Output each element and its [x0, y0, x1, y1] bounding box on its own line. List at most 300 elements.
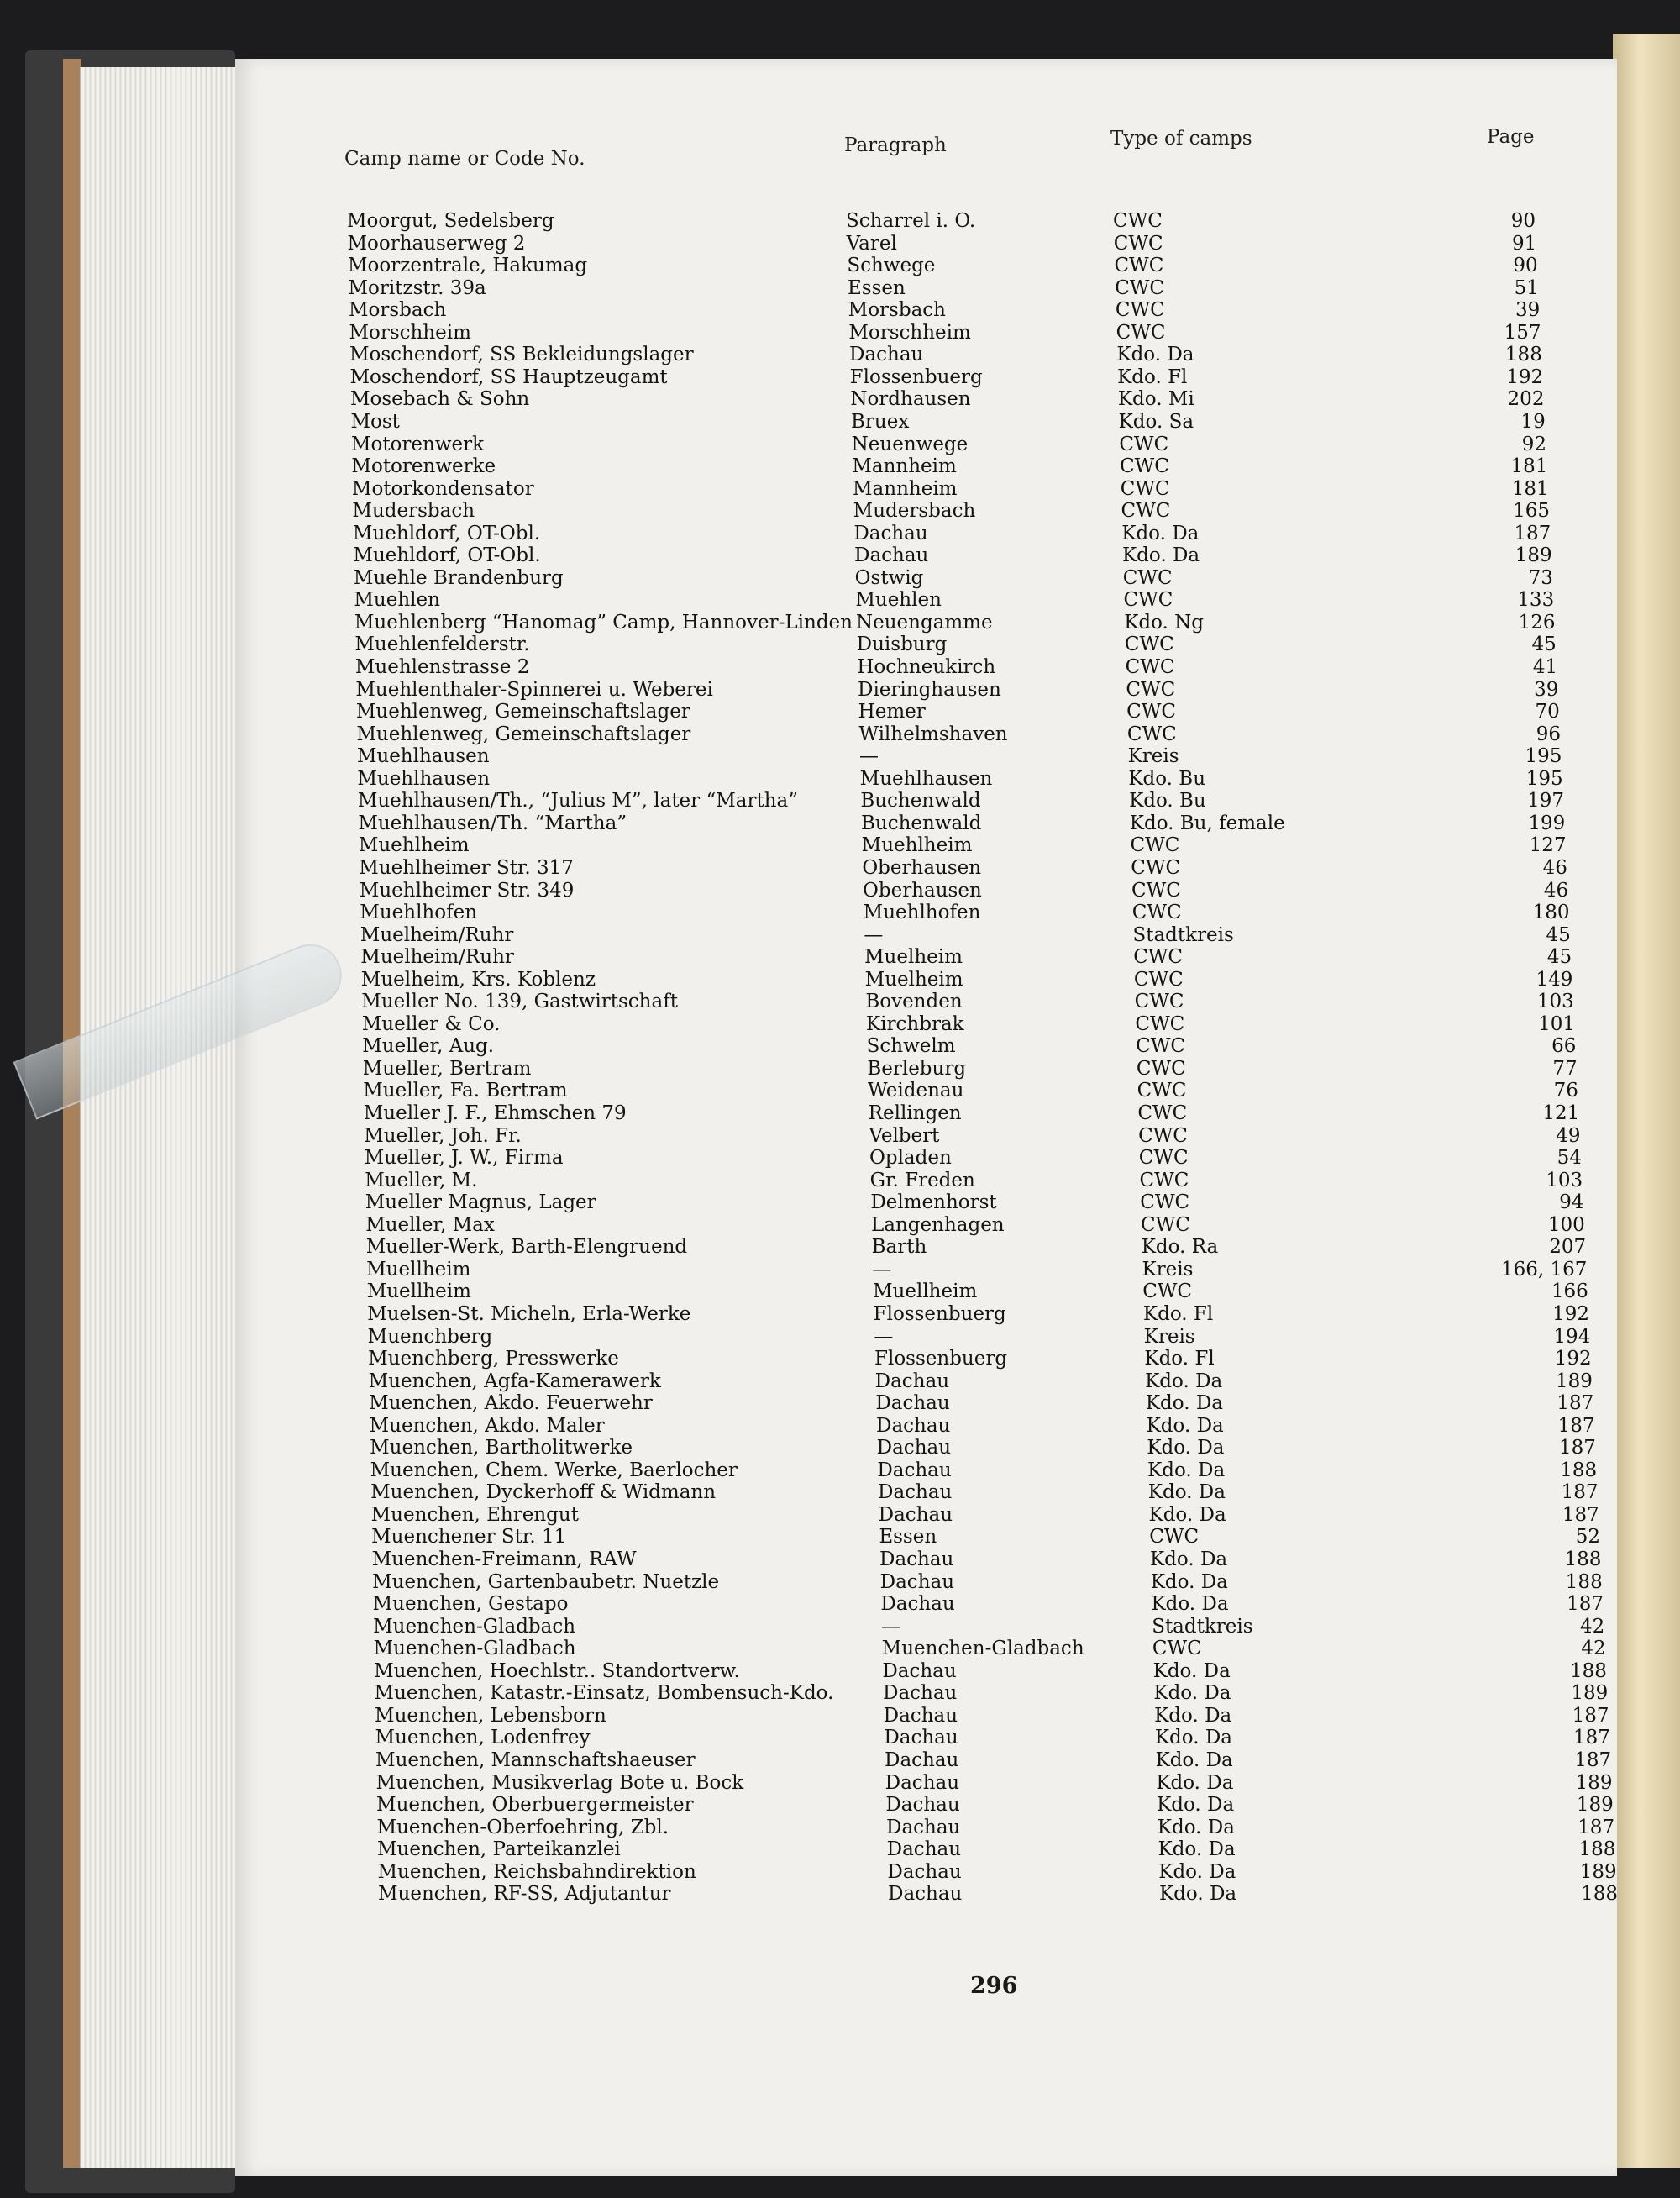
- paragraph-cell: Barth: [871, 1236, 927, 1259]
- table-row: [0, 1102, 1680, 1124]
- table-row: [0, 1326, 1680, 1348]
- page-ref-cell: 77: [1552, 1057, 1578, 1080]
- camp-type-cell: CWC: [1140, 1191, 1190, 1214]
- paragraph-cell: Neuengamme: [856, 611, 993, 634]
- camp-name-cell: Muehlhausen/Th., “Julius M”, later “Martha”: [357, 790, 799, 812]
- page-ref-cell: 166: [1551, 1280, 1588, 1303]
- page-ref-cell: 187: [1557, 1392, 1594, 1415]
- camp-name-cell: Muelsen-St. Micheln, Erla-Werke: [367, 1302, 691, 1325]
- camp-name-cell: Muenchen, Lodenfrey: [375, 1727, 591, 1749]
- page-ref-cell: 188: [1560, 1459, 1598, 1481]
- page-ref-cell: 188: [1565, 1570, 1603, 1593]
- table-row: [0, 723, 1680, 745]
- camp-type-cell: CWC: [1137, 1080, 1187, 1102]
- camp-name-cell: Muehlen: [354, 589, 440, 612]
- paragraph-cell: Dachau: [882, 1659, 957, 1682]
- page-ref-cell: 181: [1511, 477, 1549, 500]
- paragraph-cell: Dachau: [878, 1503, 953, 1526]
- paragraph-cell: Muehlhofen: [863, 902, 981, 924]
- camp-name-cell: Muehlenweg, Gemeinschaftslager: [355, 701, 690, 723]
- camp-name-cell: Muenchen-Gladbach: [373, 1638, 576, 1660]
- paragraph-cell: Neuenwege: [851, 433, 969, 455]
- table-row: [0, 434, 1680, 455]
- table-row: [0, 1437, 1680, 1459]
- table-row: [0, 455, 1680, 477]
- camp-name-cell: Mosebach & Sohn: [349, 388, 530, 411]
- table-row: [0, 634, 1680, 655]
- paragraph-cell: Dachau: [875, 1392, 950, 1415]
- table-row: [0, 500, 1680, 522]
- paragraph-cell: Dachau: [879, 1570, 955, 1593]
- table-row: [0, 745, 1680, 767]
- camp-type-cell: Kdo. Bu: [1129, 790, 1206, 812]
- page-ref-cell: 202: [1507, 388, 1545, 411]
- table-row: [0, 589, 1680, 611]
- table-row: [0, 1348, 1680, 1370]
- page-ref-cell: 90: [1510, 210, 1536, 232]
- camp-type-cell: Kdo. Da: [1154, 1727, 1232, 1749]
- table-row: [0, 1035, 1680, 1057]
- table-row: [0, 1214, 1680, 1236]
- camp-name-cell: Mueller J. F., Ehmschen 79: [363, 1102, 627, 1124]
- page-ref-cell: 188: [1564, 1549, 1602, 1570]
- camp-type-cell: Kdo. Da: [1157, 1794, 1235, 1817]
- paragraph-cell: Muenchen-Gladbach: [881, 1638, 1084, 1660]
- camp-type-cell: Kdo. Sa: [1118, 410, 1194, 433]
- table-row: [0, 1705, 1680, 1727]
- camp-type-cell: CWC: [1113, 232, 1163, 255]
- camp-type-cell: CWC: [1136, 1035, 1185, 1058]
- camp-type-cell: CWC: [1124, 634, 1174, 656]
- paragraph-cell: Varel: [846, 232, 897, 255]
- paragraph-cell: Gr. Freden: [869, 1169, 975, 1191]
- page-ref-cell: 51: [1514, 276, 1539, 299]
- page-ref-cell: 39: [1534, 678, 1559, 701]
- table-row: [0, 567, 1680, 589]
- table-row: [0, 1727, 1680, 1748]
- camp-name-cell: Mueller, Aug.: [362, 1035, 495, 1058]
- camp-type-cell: CWC: [1133, 968, 1184, 991]
- camp-name-cell: Mueller, M.: [365, 1169, 478, 1191]
- camp-name-cell: Muehlhofen: [360, 902, 478, 924]
- camp-name-cell: Muellheim: [366, 1280, 471, 1303]
- paragraph-cell: Dachau: [877, 1459, 952, 1481]
- page-ref-cell: 126: [1518, 611, 1556, 634]
- camp-type-cell: CWC: [1131, 902, 1182, 924]
- paragraph-cell: Dieringhausen: [858, 678, 1001, 701]
- camp-name-cell: Muenchen, Lebensborn: [375, 1704, 606, 1727]
- camp-type-cell: CWC: [1131, 856, 1181, 879]
- page-ref-cell: 187: [1572, 1704, 1609, 1727]
- paragraph-cell: Weidenau: [868, 1080, 964, 1102]
- camp-type-cell: CWC: [1115, 276, 1165, 299]
- page-ref-cell: 45: [1546, 946, 1572, 969]
- camp-type-cell: CWC: [1126, 678, 1176, 701]
- table-row: [0, 1526, 1680, 1548]
- paragraph-cell: Dachau: [884, 1727, 958, 1749]
- camp-name-cell: Muenchen, Gartenbaubetr. Nuetzle: [372, 1570, 720, 1593]
- table-row: [0, 1125, 1680, 1147]
- paragraph-cell: Dachau: [876, 1437, 952, 1459]
- table-row: [0, 1861, 1680, 1883]
- camp-type-cell: CWC: [1126, 723, 1177, 745]
- table-row: [0, 1392, 1680, 1414]
- camp-name-cell: Moschendorf, SS Hauptzeugamt: [349, 365, 668, 388]
- column-header-paragraph: Paragraph: [844, 134, 947, 156]
- page-ref-cell: 187: [1578, 1816, 1615, 1838]
- page-ref-cell: 121: [1542, 1102, 1580, 1124]
- page-ref-cell: 180: [1532, 902, 1570, 924]
- camp-type-cell: CWC: [1139, 1169, 1189, 1191]
- camp-type-cell: Kdo. Mi: [1117, 388, 1194, 411]
- camp-type-cell: Kdo. Da: [1147, 1481, 1226, 1504]
- page-ref-cell: 188: [1570, 1659, 1607, 1682]
- camp-type-cell: CWC: [1115, 299, 1165, 322]
- camp-type-cell: CWC: [1141, 1213, 1190, 1236]
- page-ref-cell: 157: [1504, 321, 1541, 344]
- paragraph-cell: Buchenwald: [861, 812, 982, 834]
- camp-type-cell: CWC: [1120, 477, 1170, 500]
- camp-type-cell: Kdo. Da: [1151, 1593, 1229, 1616]
- table-row: [0, 523, 1680, 544]
- table-row: [0, 1058, 1680, 1080]
- camp-type-cell: Kdo. Da: [1148, 1503, 1226, 1526]
- page-ref-cell: 101: [1538, 1012, 1576, 1035]
- paragraph-cell: Mannheim: [852, 455, 957, 478]
- page-ref-cell: 54: [1557, 1147, 1582, 1170]
- table-row: [0, 1682, 1680, 1704]
- table-row: [0, 233, 1680, 255]
- paragraph-cell: Velbert: [869, 1124, 940, 1147]
- table-row: [0, 834, 1680, 856]
- table-row: [0, 790, 1680, 812]
- camp-type-cell: CWC: [1119, 433, 1169, 455]
- page-ref-cell: 192: [1506, 365, 1544, 388]
- table-row: [0, 1549, 1680, 1570]
- camp-name-cell: Most: [350, 410, 400, 433]
- table-row: [0, 1593, 1680, 1615]
- camp-type-cell: Kdo. Da: [1154, 1704, 1232, 1727]
- paragraph-cell: Muellheim: [873, 1280, 978, 1303]
- table-row: [0, 255, 1680, 276]
- paragraph-cell: —: [881, 1615, 900, 1638]
- paragraph-cell: Dachau: [886, 1838, 962, 1861]
- table-row: [0, 1080, 1680, 1102]
- camp-name-cell: Mueller Magnus, Lager: [365, 1191, 596, 1214]
- table-row: [0, 344, 1680, 365]
- table-row: [0, 612, 1680, 634]
- camp-name-cell: Muehlheim: [358, 834, 470, 857]
- paragraph-cell: Hochneukirch: [857, 656, 996, 678]
- page-ref-cell: 42: [1581, 1638, 1606, 1660]
- paragraph-cell: Dachau: [885, 1771, 960, 1794]
- paragraph-cell: Langenhagen: [871, 1213, 1005, 1236]
- page-ref-cell: 199: [1528, 812, 1566, 834]
- camp-name-cell: Mueller, Bertram: [362, 1057, 532, 1080]
- page-ref-cell: 45: [1546, 923, 1571, 946]
- paragraph-cell: Dachau: [849, 344, 924, 366]
- camp-name-cell: Muenchen, Ehrengut: [370, 1503, 579, 1526]
- page-ref-cell: 49: [1556, 1124, 1581, 1147]
- page-ref-cell: 187: [1574, 1748, 1612, 1771]
- paragraph-cell: Oberhausen: [863, 879, 982, 902]
- table-row: [0, 1883, 1680, 1905]
- page-ref-cell: 207: [1549, 1236, 1587, 1259]
- camp-type-cell: CWC: [1137, 1102, 1188, 1124]
- paragraph-cell: —: [864, 923, 884, 946]
- camp-type-cell: Kdo. Da: [1155, 1748, 1233, 1771]
- table-row: [0, 366, 1680, 388]
- paragraph-cell: Dachau: [876, 1414, 951, 1437]
- camp-type-cell: CWC: [1136, 1057, 1186, 1080]
- page-ref-cell: 46: [1543, 879, 1569, 902]
- table-row: [0, 1772, 1680, 1794]
- page-ref-cell: 194: [1553, 1325, 1591, 1348]
- page-ref-cell: 187: [1561, 1481, 1599, 1504]
- camp-name-cell: Morsbach: [348, 299, 447, 322]
- camp-name-cell: Muehlenthaler-Spinnerei u. Weberei: [355, 678, 713, 701]
- page-ref-cell: 189: [1556, 1370, 1593, 1392]
- camp-name-cell: Muehlhausen/Th. “Martha”: [358, 812, 627, 834]
- camp-name-cell: Muehlenstrasse 2: [354, 656, 530, 678]
- page-ref-cell: 42: [1580, 1615, 1605, 1638]
- camp-type-cell: Stadtkreis: [1132, 923, 1234, 946]
- column-header-camp-name: Camp name or Code No.: [344, 148, 585, 170]
- camp-name-cell: Muelheim/Ruhr: [360, 946, 514, 969]
- paragraph-cell: Wilhelmshaven: [858, 723, 1008, 745]
- page-ref-cell: 96: [1536, 723, 1562, 745]
- paragraph-cell: Dachau: [886, 1816, 961, 1838]
- paragraph-cell: Mudersbach: [853, 500, 976, 523]
- table-row: [0, 1170, 1680, 1191]
- table-row: [0, 1259, 1680, 1280]
- page-ref-cell: 127: [1529, 834, 1567, 857]
- page-ref-cell: 166, 167: [1500, 1258, 1588, 1280]
- camp-type-cell: Kdo. Fl: [1117, 365, 1188, 388]
- page-ref-cell: 192: [1552, 1302, 1590, 1325]
- camp-type-cell: CWC: [1114, 255, 1164, 277]
- camp-name-cell: Muenchen, Parteikanzlei: [377, 1838, 621, 1861]
- paragraph-cell: Flossenbuerg: [873, 1302, 1006, 1325]
- paragraph-cell: Essen: [879, 1526, 937, 1549]
- camp-name-cell: Muenchen, Akdo. Feuerwehr: [369, 1392, 653, 1415]
- camp-type-cell: Kdo. Da: [1158, 1838, 1236, 1861]
- page-ref-cell: 39: [1515, 299, 1541, 322]
- page-ref-cell: 70: [1535, 701, 1560, 723]
- paragraph-cell: Bovenden: [865, 991, 963, 1013]
- camp-name-cell: Muenchen, RF-SS, Adjutantur: [378, 1883, 671, 1906]
- camp-type-cell: Stadtkreis: [1152, 1615, 1253, 1638]
- page-ref-cell: 165: [1513, 500, 1550, 523]
- table-row: [0, 322, 1680, 344]
- paragraph-cell: Oberhausen: [862, 856, 982, 879]
- camp-name-cell: Muehlheimer Str. 317: [359, 856, 574, 879]
- camp-name-cell: Moorhauserweg 2: [347, 232, 526, 255]
- page-ref-cell: 91: [1512, 232, 1537, 255]
- camp-name-cell: Muenchen, Agfa-Kamerawerk: [368, 1370, 661, 1392]
- page-ref-cell: 133: [1517, 589, 1555, 612]
- camp-name-cell: Muenchen, Mannschaftshaeuser: [375, 1748, 696, 1771]
- table-row: [0, 1280, 1680, 1302]
- page-ref-cell: 197: [1527, 790, 1564, 812]
- camp-name-cell: Muenchen, Reichsbahndirektion: [377, 1860, 696, 1883]
- camp-name-cell: Motorenwerke: [351, 455, 496, 478]
- table-row: [0, 924, 1680, 946]
- camp-name-cell: Muehle Brandenburg: [353, 566, 564, 589]
- paragraph-cell: Muelheim: [864, 946, 963, 969]
- page-ref-cell: 103: [1536, 991, 1574, 1013]
- camp-type-cell: Kreis: [1142, 1258, 1194, 1280]
- table-row: [0, 1459, 1680, 1481]
- camp-name-cell: Moorzentrale, Hakumag: [347, 255, 588, 277]
- camp-type-cell: Kdo. Da: [1145, 1392, 1223, 1415]
- camp-type-cell: Kdo. Da: [1147, 1437, 1225, 1459]
- camp-type-cell: CWC: [1149, 1526, 1200, 1549]
- camp-type-cell: Kdo. Da: [1147, 1459, 1226, 1481]
- table-row: [0, 1616, 1680, 1638]
- paragraph-cell: Buchenwald: [860, 790, 981, 812]
- table-row: [0, 1147, 1680, 1169]
- table-row: [0, 544, 1680, 566]
- camp-name-cell: Muenchen, Hoechlstr.. Standortverw.: [374, 1659, 740, 1682]
- camp-name-cell: Muehldorf, OT-Obl.: [353, 544, 541, 567]
- page-ref-cell: 187: [1557, 1414, 1595, 1437]
- camp-type-cell: Kdo. Da: [1152, 1659, 1231, 1682]
- paragraph-cell: Berleburg: [867, 1057, 967, 1080]
- table-row: [0, 1794, 1680, 1816]
- camp-name-cell: Muehlheimer Str. 349: [359, 879, 575, 902]
- camp-name-cell: Moschendorf, SS Bekleidungslager: [349, 344, 694, 366]
- table-row: [0, 768, 1680, 790]
- camp-type-cell: Kdo. Da: [1157, 1816, 1235, 1838]
- table-row: [0, 1415, 1680, 1437]
- camp-type-cell: CWC: [1152, 1638, 1202, 1660]
- page-ref-cell: 195: [1525, 767, 1563, 790]
- table-row: [0, 299, 1680, 321]
- table-row: [0, 1638, 1680, 1659]
- camp-type-cell: CWC: [1123, 589, 1173, 612]
- paragraph-cell: Schwelm: [866, 1035, 956, 1058]
- camp-name-cell: Muenchen, Gestapo: [372, 1593, 569, 1616]
- camp-name-cell: Muehlenweg, Gemeinschaftslager: [356, 723, 691, 745]
- camp-name-cell: Muenchen-Freimann, RAW: [371, 1549, 637, 1570]
- page-ref-cell: 187: [1558, 1437, 1596, 1459]
- paragraph-cell: Hemer: [858, 701, 926, 723]
- paragraph-cell: Dachau: [879, 1549, 954, 1570]
- paragraph-cell: Muehlen: [855, 589, 942, 612]
- paragraph-cell: Muehlheim: [861, 834, 973, 857]
- table-row: [0, 1303, 1680, 1325]
- page-ref-cell: 188: [1504, 344, 1542, 366]
- camp-name-cell: Muelheim, Krs. Koblenz: [360, 968, 596, 991]
- table-row: [0, 210, 1680, 232]
- camp-name-cell: Muehlenberg “Hanomag” Camp, Hannover-Linden: [354, 611, 853, 634]
- page-ref-cell: 19: [1520, 410, 1546, 433]
- paragraph-cell: —: [874, 1325, 894, 1348]
- page-ref-cell: 92: [1521, 433, 1547, 455]
- camp-name-cell: Muehlhausen: [356, 745, 490, 768]
- page-ref-cell: 187: [1567, 1593, 1604, 1616]
- page-ref-cell: 103: [1546, 1169, 1583, 1191]
- camp-type-cell: CWC: [1134, 991, 1184, 1013]
- camp-type-cell: CWC: [1120, 455, 1169, 478]
- camp-type-cell: Kdo. Bu, female: [1129, 812, 1285, 834]
- table-row: [0, 902, 1680, 923]
- table-row: [0, 1191, 1680, 1213]
- page-ref-cell: 90: [1513, 255, 1538, 277]
- table-row: [0, 1236, 1680, 1258]
- camp-name-cell: Muellheim: [366, 1258, 471, 1280]
- paragraph-cell: Muehlhausen: [859, 767, 993, 790]
- camp-name-cell: Mueller, Joh. Fr.: [364, 1124, 522, 1147]
- page-ref-cell: 41: [1532, 656, 1558, 678]
- paragraph-cell: Dachau: [888, 1883, 963, 1906]
- paragraph-cell: Dachau: [887, 1860, 962, 1883]
- paragraph-cell: Kirchbrak: [866, 1012, 964, 1035]
- camp-type-cell: Kdo. Da: [1121, 522, 1200, 544]
- page-ref-cell: 73: [1528, 566, 1553, 589]
- camp-name-cell: Muenchen-Gladbach: [373, 1615, 576, 1638]
- paragraph-cell: Morschheim: [848, 321, 971, 344]
- page-ref-cell: 52: [1575, 1526, 1601, 1549]
- camp-type-cell: Kdo. Ng: [1124, 611, 1205, 634]
- camp-name-cell: Muelheim/Ruhr: [360, 923, 514, 946]
- camp-name-cell: Muenchen, Musikverlag Bote u. Bock: [375, 1771, 744, 1794]
- table-row: [0, 1504, 1680, 1526]
- page-ref-cell: 46: [1542, 856, 1567, 879]
- camp-name-cell: Muenchen, Katastr.-Einsatz, Bombensuch-Kdo.: [374, 1682, 834, 1705]
- table-row: [0, 277, 1680, 299]
- paragraph-cell: Nordhausen: [850, 388, 971, 411]
- table-row: [0, 880, 1680, 902]
- table-row: [0, 857, 1680, 879]
- paragraph-cell: —: [859, 745, 879, 768]
- camp-type-cell: CWC: [1113, 210, 1163, 232]
- table-row: [0, 1838, 1680, 1860]
- table-row: [0, 1370, 1680, 1392]
- page-ref-cell: 100: [1547, 1213, 1585, 1236]
- camp-type-cell: Kdo. Da: [1146, 1414, 1224, 1437]
- table-row: [0, 1481, 1680, 1503]
- camp-name-cell: Moritzstr. 39a: [348, 276, 486, 299]
- camp-type-cell: CWC: [1126, 701, 1176, 723]
- camp-name-cell: Muehldorf, OT-Obl.: [352, 522, 541, 544]
- paragraph-cell: Ostwig: [854, 566, 924, 589]
- camp-name-cell: Muehlenfelderstr.: [354, 634, 530, 656]
- page-ref-cell: 187: [1514, 522, 1551, 544]
- page-ref-cell: 192: [1554, 1348, 1592, 1370]
- paragraph-cell: Dachau: [880, 1593, 955, 1616]
- page-ref-cell: 181: [1510, 455, 1548, 478]
- camp-name-cell: Mueller-Werk, Barth-Elengruend: [365, 1236, 688, 1259]
- paragraph-cell: Morsbach: [848, 299, 946, 322]
- paragraph-cell: Duisburg: [856, 634, 948, 656]
- camp-type-cell: CWC: [1138, 1147, 1189, 1170]
- camp-type-cell: Kdo. Fl: [1144, 1348, 1215, 1370]
- paragraph-cell: Dachau: [883, 1704, 958, 1727]
- table-row: [0, 411, 1680, 433]
- camp-name-cell: Muenchberg: [367, 1325, 493, 1348]
- page-ref-cell: 76: [1553, 1080, 1578, 1102]
- camp-type-cell: CWC: [1125, 656, 1175, 678]
- page-ref-cell: 66: [1551, 1035, 1577, 1058]
- camp-name-cell: Motorenwerk: [350, 433, 485, 455]
- camp-type-cell: Kdo. Da: [1153, 1682, 1231, 1705]
- table-row: [0, 812, 1680, 834]
- camp-type-cell: Kdo. Da: [1156, 1771, 1234, 1794]
- paragraph-cell: Opladen: [869, 1147, 952, 1170]
- camp-type-cell: Kdo. Da: [1150, 1570, 1228, 1593]
